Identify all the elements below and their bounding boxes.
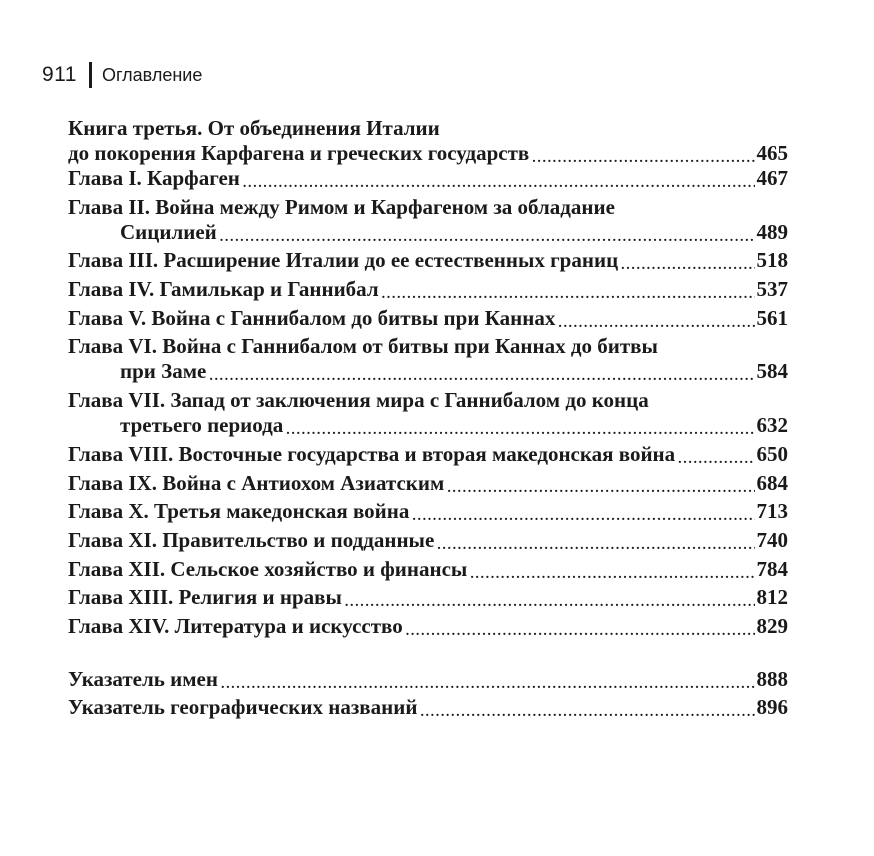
toc-entry-title-line1: Глава VII. Запад от заключения мира с Ганнибалом до конца — [68, 388, 649, 413]
running-head — [42, 60, 202, 90]
dot-leader — [420, 699, 754, 717]
dot-leader — [220, 224, 755, 242]
toc-entry-chapter-8[interactable] — [68, 442, 788, 467]
toc-entry-title: Глава IV. Гамилькар и Ганнибал — [68, 277, 379, 302]
toc-page-number: 888 — [756, 666, 788, 691]
toc-entry-line — [68, 116, 788, 141]
toc-page-number: 784 — [756, 556, 788, 581]
toc-entry-title: Глава IX. Война с Антиохом Азиатским — [68, 470, 445, 495]
toc-entry-line — [68, 359, 788, 384]
dot-leader — [382, 281, 755, 299]
dot-leader — [412, 503, 754, 521]
toc-entry-line — [68, 585, 788, 610]
toc-entry-line — [68, 166, 788, 191]
toc-entry-title: Указатель имен — [68, 666, 218, 691]
toc-entry-title: Глава XII. Сельское хозяйство и финансы — [68, 556, 468, 581]
toc-entry-line — [68, 499, 788, 524]
toc-entry-index-names[interactable] — [68, 667, 788, 692]
toc-entry-chapter-5[interactable] — [68, 306, 788, 331]
dot-leader — [286, 417, 754, 435]
toc-entry-index-geography[interactable] — [68, 695, 788, 720]
toc-page-number: 650 — [756, 441, 788, 466]
toc-page-number: 518 — [756, 248, 788, 273]
toc-entry-chapter-1[interactable] — [68, 166, 788, 191]
toc-page-number: 684 — [756, 470, 788, 495]
dot-leader — [447, 475, 754, 493]
toc-entry-title-line1: Книга третья. От объединения Италии — [68, 116, 440, 140]
toc-entry-title: Глава III. Расширение Италии до ее естественных границ — [68, 248, 619, 273]
running-head-divider — [89, 62, 92, 88]
section-spacer — [68, 643, 788, 667]
toc-entry-book-three[interactable] — [68, 116, 788, 166]
toc-entry-line — [68, 614, 788, 639]
toc-entry-title-line2: до покорения Карфагена и греческих государств — [68, 141, 530, 165]
toc-entry-chapter-12[interactable] — [68, 557, 788, 582]
toc-page-number: 632 — [756, 413, 788, 438]
page-number: 911 — [42, 63, 77, 86]
toc-entry-line — [68, 528, 788, 553]
toc-entry-title: Указатель географических названий — [68, 695, 418, 720]
toc-entry-line — [68, 471, 788, 496]
dot-leader — [345, 589, 755, 607]
toc-entry-line — [68, 220, 788, 245]
toc-page-number: 896 — [756, 695, 788, 720]
toc-entry-title: Глава V. Война с Ганнибалом до битвы при Каннах — [68, 305, 556, 330]
toc-entry-line — [68, 306, 788, 331]
toc-entry-title-line2: при Заме — [120, 359, 207, 384]
toc-entry-line — [68, 195, 788, 220]
toc-entry-title: Глава VIII. Восточные государства и вторая македонская война — [68, 441, 676, 466]
toc-page-number: 584 — [756, 359, 788, 384]
toc-page-number: 467 — [756, 166, 788, 190]
toc-entry-chapter-6[interactable] — [68, 334, 788, 384]
toc-entry-title-line1: Глава II. Война между Римом и Карфагеном за обладание — [68, 194, 615, 219]
toc-entry-chapter-14[interactable] — [68, 614, 788, 639]
toc-entry-title-line2: третьего периода — [120, 413, 284, 438]
dot-leader — [406, 618, 755, 636]
toc-page-number: 829 — [756, 613, 788, 638]
toc-entry-chapter-9[interactable] — [68, 471, 788, 496]
dot-leader — [621, 252, 754, 270]
toc-page-number: 465 — [756, 141, 788, 165]
toc-entry-chapter-7[interactable] — [68, 388, 788, 438]
toc-entry-chapter-13[interactable] — [68, 585, 788, 610]
toc-entry-chapter-11[interactable] — [68, 528, 788, 553]
dot-leader — [243, 170, 755, 188]
toc-page-number: 537 — [756, 277, 788, 302]
dot-leader — [558, 310, 754, 328]
toc-page-number: 713 — [756, 499, 788, 524]
toc-page-number: 812 — [756, 585, 788, 610]
toc-entry-chapter-2[interactable] — [68, 195, 788, 245]
toc-entry-title: Глава X. Третья македонская война — [68, 499, 410, 524]
toc-entry-line — [68, 248, 788, 273]
toc-entry-line — [68, 277, 788, 302]
dot-leader — [678, 446, 754, 464]
toc-entry-line — [68, 413, 788, 438]
dot-leader — [209, 363, 754, 381]
running-head-title: Оглавление — [101, 64, 203, 85]
dot-leader — [221, 671, 755, 689]
dot-leader — [437, 532, 754, 550]
toc-entry-title: Глава XIII. Религия и нравы — [68, 585, 342, 610]
toc-entry-title: Глава XIV. Литература и искусство — [68, 613, 403, 638]
toc-entry-title-line1: Глава VI. Война с Ганнибалом от битвы при Каннах до битвы — [68, 334, 658, 359]
table-of-contents — [68, 116, 788, 724]
toc-entry-line — [68, 667, 788, 692]
toc-entry-title: Глава XI. Правительство и подданные — [68, 527, 435, 552]
toc-entry-title-line2: Сицилией — [120, 219, 217, 244]
toc-entry-line — [68, 334, 788, 359]
toc-entry-line — [68, 695, 788, 720]
dot-leader — [532, 145, 754, 163]
toc-entry-line — [68, 442, 788, 467]
toc-entry-chapter-3[interactable] — [68, 248, 788, 273]
toc-page-number: 489 — [756, 219, 788, 244]
toc-page-number: 740 — [756, 527, 788, 552]
toc-page-number: 561 — [756, 305, 788, 330]
toc-entry-chapter-4[interactable] — [68, 277, 788, 302]
toc-entry-line — [68, 557, 788, 582]
toc-entry-chapter-10[interactable] — [68, 499, 788, 524]
toc-entry-line — [68, 141, 788, 166]
dot-leader — [470, 561, 754, 579]
toc-entry-title: Глава I. Карфаген — [68, 166, 240, 190]
toc-entry-line — [68, 388, 788, 413]
